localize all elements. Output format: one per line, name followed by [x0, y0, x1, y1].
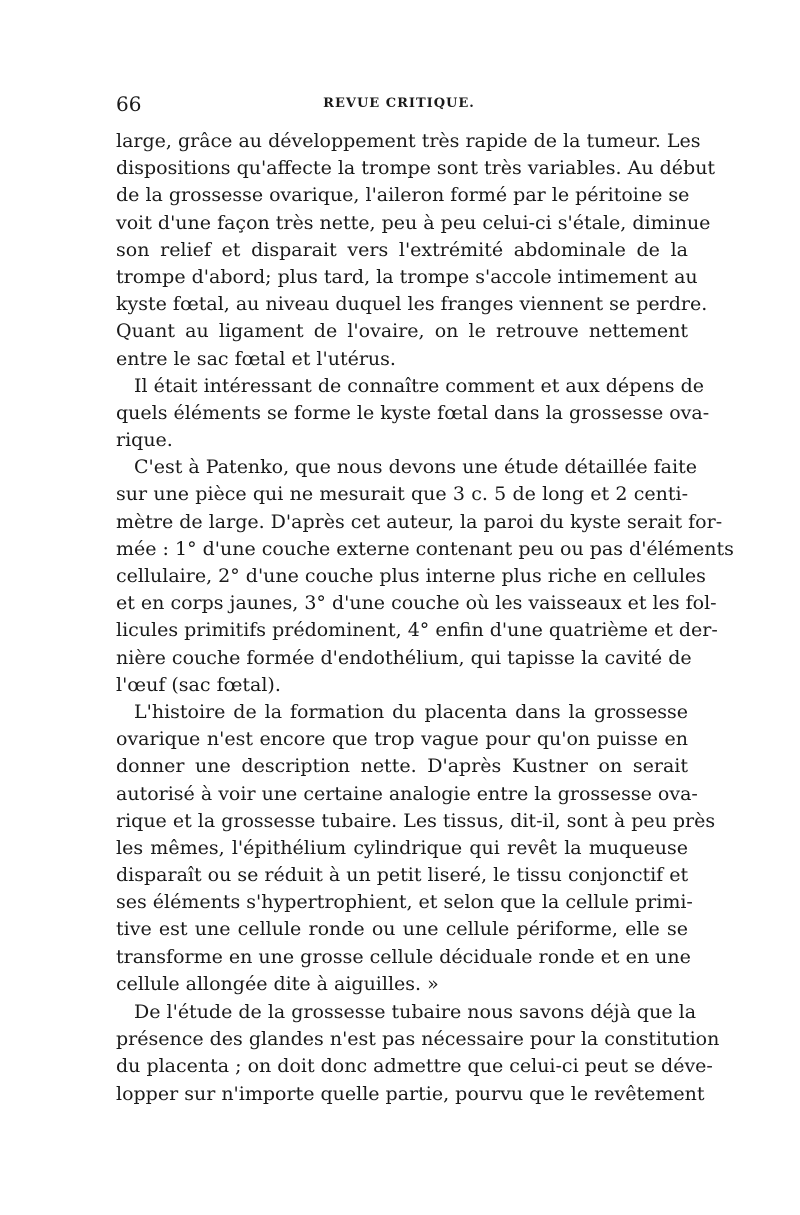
text-line: Il était intéressant de connaître comment et aux dépens de [134, 374, 704, 397]
text-line: les mêmes, l'épithélium cylindrique qui revêt la muqueuse [116, 836, 688, 859]
text-line: rique et la grossesse tubaire. Les tissus, dit-il, sont à peu près [116, 809, 716, 832]
text-line: donner une description nette. D'après Kustner on serait [116, 755, 688, 778]
text-block-continued [116, 999, 720, 1108]
text-line: Quant au ligament de l'ovaire, on le retrouve nettement [116, 320, 688, 343]
text-line: quels éléments se forme le kyste fœtal dans la grossesse ova- [116, 401, 710, 424]
text-line: lopper sur n'importe quelle partie, pourvu que le revêtement [116, 1082, 705, 1105]
text-line: ses éléments s'hypertrophient, et selon que la cellule primi- [116, 891, 693, 914]
text-line: et en corps jaunes, 3° d'une couche où les vaisseaux et les fol- [116, 592, 717, 615]
text-line: cellule allongée dite à aiguilles. » [116, 972, 439, 995]
text-line: C'est à Patenko, que nous devons une étude détaillée faite [134, 456, 697, 479]
text-line: tive est une cellule ronde ou une cellule périforme, elle se [116, 918, 688, 941]
text-line: son relief et disparait vers l'extrémité abdominale de la [116, 238, 688, 261]
text-block-main [116, 128, 734, 998]
text-line: cellulaire, 2° d'une couche plus interne plus riche en cellules [116, 565, 706, 587]
text-line: De l'étude de la grossesse tubaire nous savons déjà que la [134, 1001, 697, 1023]
text-line: large, grâce au développement très rapide de la tumeur. Les [116, 130, 701, 152]
text-line: kyste fœtal, au niveau duquel les franges viennent se perdre. [116, 293, 708, 316]
text-line: présence des glandes n'est pas nécessaire pour la constitution [116, 1028, 720, 1051]
text-line: L'histoire de la formation du placenta dans la grossesse [134, 700, 688, 723]
text-line: mètre de large. D'après cet auteur, la paroi du kyste serait for- [116, 510, 723, 533]
text-line: rique. [116, 429, 173, 452]
text-line: du placenta ; on doit donc admettre que celui-ci peut se déve- [116, 1055, 713, 1078]
text-line: mée : 1° d'une couche externe contenant peu ou pas d'éléments [116, 537, 734, 560]
text-line: sur une pièce qui ne mesurait que 3 c. 5 de long et 2 centi- [116, 483, 688, 506]
text-line: transforme en une grosse cellule déciduale ronde et en une [116, 945, 691, 968]
text-line: l'œuf (sac fœtal). [116, 673, 281, 696]
text-line: autorisé à voir une certaine analogie entre la grossesse ova- [116, 782, 698, 805]
text-line: voit d'une façon très nette, peu à peu celui-ci s'étale, diminue [116, 211, 711, 234]
page-header [116, 92, 682, 122]
running-title: REVUE CRITIQUE. [323, 96, 475, 111]
text-line: trompe d'abord; plus tard, la trompe s'accole intimement au [116, 265, 698, 288]
text-line: disparaît ou se réduit à un petit liseré, le tissu conjonctif et [116, 864, 689, 887]
text-line: de la grossesse ovarique, l'aileron formé par le péritoine se [116, 184, 690, 207]
text-line: ovarique n'est encore que trop vague pour qu'on puisse en [116, 728, 688, 751]
page-number: 66 [116, 92, 142, 116]
text-line: entre le sac fœtal et l'utérus. [116, 347, 396, 370]
text-line: dispositions qu'affecte la trompe sont très variables. Au début [116, 157, 716, 180]
text-line: nière couche formée d'endothélium, qui tapisse la cavité de [116, 646, 692, 669]
text-line: licules primitifs prédominent, 4° enfin d'une quatrième et der- [116, 619, 718, 642]
